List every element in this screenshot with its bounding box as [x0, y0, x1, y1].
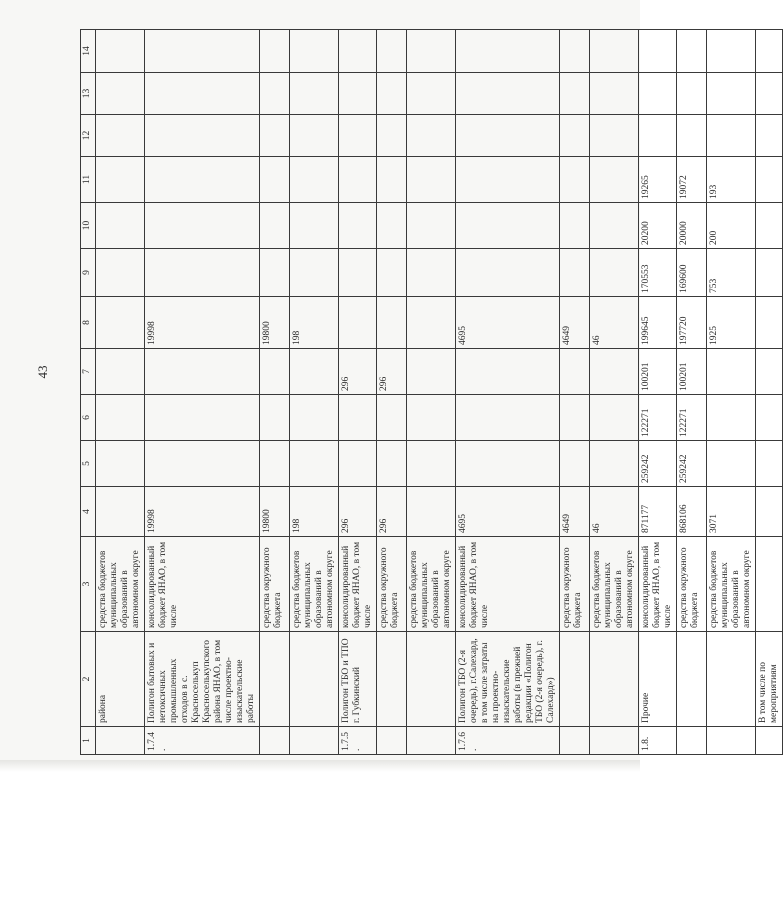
table-cell-col12 [590, 115, 639, 157]
table-cell-col6 [590, 395, 639, 441]
table-cell-col2 [590, 632, 639, 727]
table-cell-col4: 4649 [560, 487, 590, 537]
table-cell-col6 [339, 395, 377, 441]
table-cell-col4: 4695 [456, 487, 560, 537]
table-cell-col4: 3071 [707, 487, 756, 537]
table-cell-col9: 170553 [639, 249, 677, 297]
table-cell-col14 [407, 30, 456, 73]
table-cell-col13 [290, 73, 339, 115]
table-row [290, 30, 339, 755]
table-cell-col8: 198 [290, 297, 339, 349]
table-cell-col11 [560, 157, 590, 203]
table-cell-col4: 46 [590, 487, 639, 537]
table-row [339, 30, 377, 755]
table-cell-col2: В том числе по мероприятиям [756, 632, 783, 727]
table-cell-col5 [560, 441, 590, 487]
table-cell-col3: консолидированный бюджет ЯНАО, в том числе [339, 537, 377, 632]
table-cell-col5 [339, 441, 377, 487]
table-cell-col1 [290, 727, 339, 755]
table-cell-col6 [96, 395, 145, 441]
table-cell-col2 [290, 632, 339, 727]
table-cell-col13 [756, 73, 783, 115]
table-cell-col14 [145, 30, 260, 73]
table-row [756, 30, 783, 755]
table-cell-col12 [290, 115, 339, 157]
table-cell-col7: 100201 [639, 349, 677, 395]
table-cell-col2 [260, 632, 290, 727]
table-row [260, 30, 290, 755]
table-row [707, 30, 756, 755]
table-cell-col14 [707, 30, 756, 73]
table-cell-col6: 122271 [677, 395, 707, 441]
table-cell-col7 [756, 349, 783, 395]
table-cell-col2 [407, 632, 456, 727]
table-cell-col3: средства бюджетов муниципальных образований в автономном округе [707, 537, 756, 632]
table-row [560, 30, 590, 755]
table-cell-col6 [456, 395, 560, 441]
table-cell-col3: средства бюджетов муниципальных образований в автономном округе [96, 537, 145, 632]
header-cell: 1 [81, 727, 96, 755]
table-cell-col9 [339, 249, 377, 297]
table-cell-col10 [260, 203, 290, 249]
table-cell-col3: средства окружного бюджета [260, 537, 290, 632]
table-cell-col10: 200 [707, 203, 756, 249]
table-cell-col7 [560, 349, 590, 395]
table-cell-col4 [96, 487, 145, 537]
table-cell-col14 [456, 30, 560, 73]
table-cell-col5 [707, 441, 756, 487]
table-cell-col4: 871177 [639, 487, 677, 537]
scan-edge [0, 760, 640, 772]
table-cell-col10 [377, 203, 407, 249]
table-cell-col13 [339, 73, 377, 115]
table-cell-col4: 19998 [145, 487, 260, 537]
table-cell-col11 [290, 157, 339, 203]
table-cell-col10 [339, 203, 377, 249]
table-cell-col2: Полигон ТБО и ТПО г. Губкинский [339, 632, 377, 727]
table-cell-col7 [590, 349, 639, 395]
table-cell-col1 [407, 727, 456, 755]
table-cell-col2 [560, 632, 590, 727]
table-row [677, 30, 707, 755]
table-cell-col6 [407, 395, 456, 441]
table-cell-col1 [677, 727, 707, 755]
table-cell-col5 [590, 441, 639, 487]
table-cell-col1 [707, 727, 756, 755]
header-cell: 12 [81, 115, 96, 157]
table-cell-col1 [560, 727, 590, 755]
table-cell-col8: 46 [590, 297, 639, 349]
table-cell-col14 [677, 30, 707, 73]
table-cell-col9 [407, 249, 456, 297]
table-cell-col4 [756, 487, 783, 537]
table-cell-col5: 259242 [639, 441, 677, 487]
table-cell-col8: 19998 [145, 297, 260, 349]
table-cell-col7 [96, 349, 145, 395]
table-cell-col8: 199645 [639, 297, 677, 349]
header-cell: 4 [81, 487, 96, 537]
table-cell-col13 [456, 73, 560, 115]
table-cell-col8 [339, 297, 377, 349]
header-cell: 13 [81, 73, 96, 115]
table-cell-col11 [260, 157, 290, 203]
table-cell-col12 [339, 115, 377, 157]
table-cell-col11 [145, 157, 260, 203]
table-cell-col14 [290, 30, 339, 73]
table-cell-col5 [260, 441, 290, 487]
table-cell-col7 [145, 349, 260, 395]
table-cell-col9 [756, 249, 783, 297]
table-cell-col9 [96, 249, 145, 297]
table-cell-col11 [377, 157, 407, 203]
table-cell-col11 [339, 157, 377, 203]
table-cell-col7 [260, 349, 290, 395]
table-row [377, 30, 407, 755]
table-row [96, 30, 145, 755]
table-cell-col12 [456, 115, 560, 157]
table-cell-col9: 753 [707, 249, 756, 297]
table-cell-col11: 19265 [639, 157, 677, 203]
table-cell-col3: средства бюджетов муниципальных образований в автономном округе [290, 537, 339, 632]
table-cell-col13 [590, 73, 639, 115]
table-cell-col2 [707, 632, 756, 727]
table-cell-col5 [290, 441, 339, 487]
header-cell: 5 [81, 441, 96, 487]
table-cell-col8: 4649 [560, 297, 590, 349]
header-cell: 11 [81, 157, 96, 203]
table-cell-col11 [456, 157, 560, 203]
table-cell-col4: 868106 [677, 487, 707, 537]
table-cell-col12 [639, 115, 677, 157]
table-cell-col14 [560, 30, 590, 73]
table-cell-col6 [560, 395, 590, 441]
table-cell-col14 [377, 30, 407, 73]
table-cell-col8 [96, 297, 145, 349]
table-cell-col3: консолидированный бюджет ЯНАО, в том числе [456, 537, 560, 632]
table-cell-col7 [407, 349, 456, 395]
table-cell-col5 [456, 441, 560, 487]
table-cell-col9 [290, 249, 339, 297]
table-cell-col13 [407, 73, 456, 115]
table-cell-col11: 193 [707, 157, 756, 203]
table-cell-col8: 19800 [260, 297, 290, 349]
table-cell-col10: 20000 [677, 203, 707, 249]
table-cell-col4: 296 [339, 487, 377, 537]
table-cell-col10 [96, 203, 145, 249]
table-cell-col10 [560, 203, 590, 249]
table-cell-col8 [377, 297, 407, 349]
table-cell-col1 [756, 727, 783, 755]
table-cell-col7: 100201 [677, 349, 707, 395]
header-cell: 14 [81, 30, 96, 73]
table-cell-col12 [145, 115, 260, 157]
table-cell-col7 [456, 349, 560, 395]
header-cell: 10 [81, 203, 96, 249]
header-cell: 6 [81, 395, 96, 441]
table-cell-col10 [456, 203, 560, 249]
table-cell-col11: 19072 [677, 157, 707, 203]
table-cell-col11 [756, 157, 783, 203]
table-row [590, 30, 639, 755]
table-cell-col1 [96, 727, 145, 755]
table-cell-col6 [260, 395, 290, 441]
table-cell-col5 [407, 441, 456, 487]
table-cell-col5 [145, 441, 260, 487]
table-cell-col10 [145, 203, 260, 249]
table-cell-col3: консолидированный бюджет ЯНАО, в том числе [145, 537, 260, 632]
table-cell-col3: средства окружного бюджета [677, 537, 707, 632]
table-row [639, 30, 677, 755]
table-cell-col10: 20200 [639, 203, 677, 249]
table-cell-col6 [290, 395, 339, 441]
table-cell-col1: 1.7.4. [145, 727, 260, 755]
table-cell-col8 [407, 297, 456, 349]
table-cell-col3: средства бюджетов муниципальных образований в автономном округе [407, 537, 456, 632]
table-cell-col3: средства бюджетов муниципальных образований в автономном округе [590, 537, 639, 632]
table-cell-col6 [707, 395, 756, 441]
table-cell-col1: 1.7.6. [456, 727, 560, 755]
table-cell-col13 [639, 73, 677, 115]
page-number: 43 [35, 365, 50, 379]
table-cell-col12 [377, 115, 407, 157]
table-cell-col13 [96, 73, 145, 115]
table-cell-col13 [707, 73, 756, 115]
table-cell-col12 [96, 115, 145, 157]
table-cell-col12 [407, 115, 456, 157]
table-row [407, 30, 456, 755]
table-cell-col14 [639, 30, 677, 73]
table-cell-col9 [456, 249, 560, 297]
table-row [456, 30, 560, 755]
table-cell-col7: 296 [339, 349, 377, 395]
table-cell-col7 [290, 349, 339, 395]
table-cell-col7 [707, 349, 756, 395]
table-cell-col5 [377, 441, 407, 487]
table-cell-col9 [260, 249, 290, 297]
table-cell-col13 [677, 73, 707, 115]
table-cell-col12 [260, 115, 290, 157]
table-cell-col2 [677, 632, 707, 727]
table-cell-col9 [145, 249, 260, 297]
table-cell-col6 [756, 395, 783, 441]
table-cell-col12 [560, 115, 590, 157]
table-cell-col14 [96, 30, 145, 73]
table-cell-col14 [339, 30, 377, 73]
table-cell-col4: 296 [377, 487, 407, 537]
table-cell-col4 [407, 487, 456, 537]
table-cell-col1 [590, 727, 639, 755]
table-cell-col1 [377, 727, 407, 755]
table-cell-col9 [590, 249, 639, 297]
table-cell-col7: 296 [377, 349, 407, 395]
rotated-table-wrapper [80, 30, 779, 755]
table-cell-col4: 19800 [260, 487, 290, 537]
table-cell-col1: 1.7.5. [339, 727, 377, 755]
table-cell-col9 [377, 249, 407, 297]
table-cell-col8: 4695 [456, 297, 560, 349]
table-cell-col13 [145, 73, 260, 115]
table-cell-col10 [407, 203, 456, 249]
header-cell: 2 [81, 632, 96, 727]
table-cell-col10 [756, 203, 783, 249]
table-cell-col2: района [96, 632, 145, 727]
table-cell-col6 [145, 395, 260, 441]
table-cell-col12 [756, 115, 783, 157]
table-cell-col10 [590, 203, 639, 249]
table-cell-col11 [407, 157, 456, 203]
header-cell: 3 [81, 537, 96, 632]
table-cell-col6: 122271 [639, 395, 677, 441]
table-cell-col8: 1925 [707, 297, 756, 349]
table-cell-col11 [590, 157, 639, 203]
table-cell-col9: 169600 [677, 249, 707, 297]
table-cell-col3: средства окружного бюджета [377, 537, 407, 632]
table-cell-col4: 198 [290, 487, 339, 537]
table-cell-col14 [590, 30, 639, 73]
table-cell-col2: Полигон бытовых и нетоксичных промышленных отходов в с. Красноселькуп Красноселькупского района ЯНАО, в том числе проектно-изыскательские работы [145, 632, 260, 727]
table-cell-col1 [260, 727, 290, 755]
table-cell-col9 [560, 249, 590, 297]
header-cell: 9 [81, 249, 96, 297]
table-cell-col3 [756, 537, 783, 632]
header-row [81, 30, 96, 755]
table-cell-col2: Прочие [639, 632, 677, 727]
table-cell-col6 [377, 395, 407, 441]
table-cell-col12 [677, 115, 707, 157]
table-cell-col1: 1.8. [639, 727, 677, 755]
table-cell-col2 [377, 632, 407, 727]
table-cell-col5: 259242 [677, 441, 707, 487]
table-cell-col3: консолидированный бюджет ЯНАО, в том числе [639, 537, 677, 632]
budget-table [80, 29, 783, 755]
table-cell-col13 [260, 73, 290, 115]
table-cell-col13 [377, 73, 407, 115]
table-cell-col2: Полигон ТБО (2-я очередь), г.Салехард, в том числе затраты на проектно-изыскательские работы (в прежней редакции «Полигон ТБО (2-я очередь), г. Салехард») [456, 632, 560, 727]
table-cell-col12 [707, 115, 756, 157]
table-cell-col13 [560, 73, 590, 115]
table-cell-col8: 197720 [677, 297, 707, 349]
table-cell-col5 [756, 441, 783, 487]
header-cell: 8 [81, 297, 96, 349]
table-cell-col3: средства окружного бюджета [560, 537, 590, 632]
table-cell-col11 [96, 157, 145, 203]
header-cell: 7 [81, 349, 96, 395]
table-cell-col5 [96, 441, 145, 487]
table-cell-col14 [260, 30, 290, 73]
table-cell-col14 [756, 30, 783, 73]
table-cell-col8 [756, 297, 783, 349]
table-row [145, 30, 260, 755]
table-cell-col10 [290, 203, 339, 249]
